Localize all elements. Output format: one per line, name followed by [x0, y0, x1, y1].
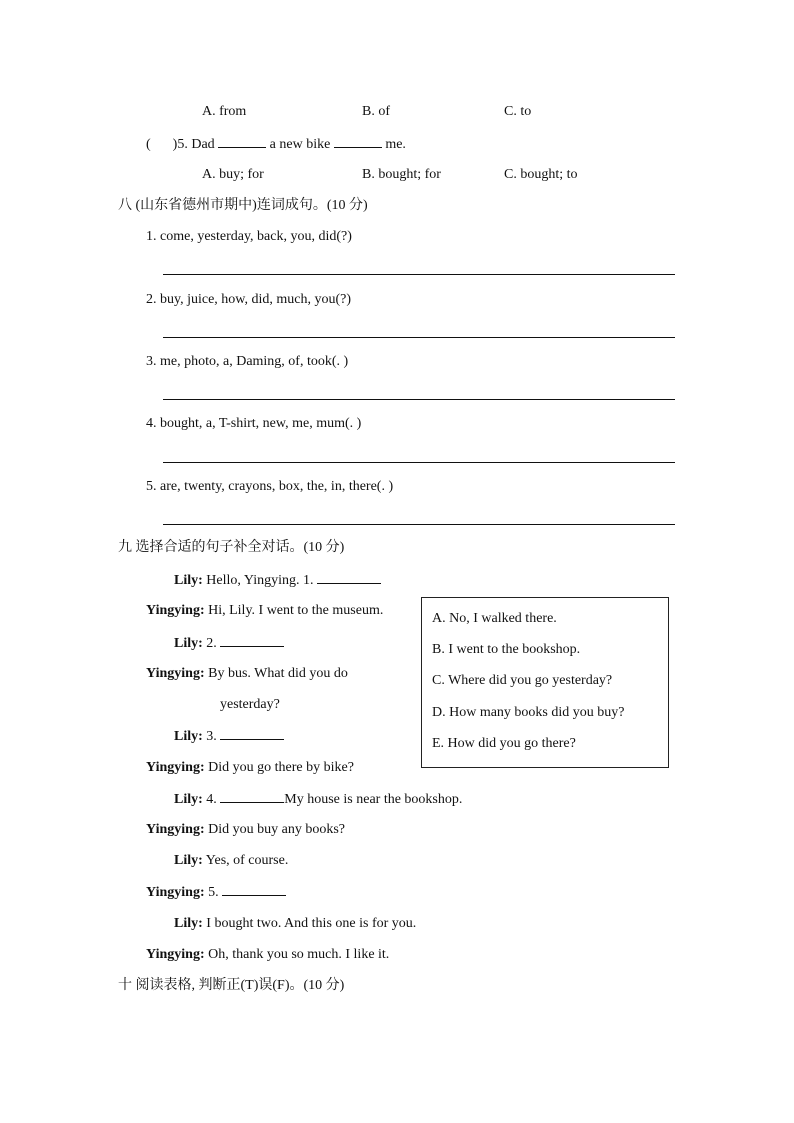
speaker-yingying: Yingying: — [146, 885, 205, 900]
q5-blank-1[interactable] — [218, 135, 266, 148]
options-box — [421, 597, 669, 768]
dialog-line-10 — [146, 883, 286, 902]
dialog-blank-4[interactable] — [220, 790, 284, 803]
dialog-line-4 — [146, 665, 348, 683]
dialog-text: 5. — [208, 885, 223, 900]
q5-text-1: Dad — [191, 137, 215, 152]
section8-item-4: 4. bought, a, T-shirt, new, me, mum(. ) — [146, 416, 362, 431]
q4-option-c: C. to — [504, 104, 532, 119]
q5-stem — [146, 135, 406, 154]
dialog-text: By bus. What did you do — [208, 666, 348, 681]
dialog-blank-1[interactable] — [317, 571, 381, 584]
speaker-yingying: Yingying: — [146, 666, 205, 681]
q5-option-a: A. buy; for — [202, 167, 264, 182]
option-e: E. How did you go there? — [432, 736, 576, 751]
dialog-text: 2. — [206, 636, 221, 651]
q5-paren-close: ) — [172, 137, 178, 152]
q5-text-3: me. — [385, 137, 406, 152]
dialog-text: I bought two. And this one is for you. — [206, 916, 417, 931]
dialog-line-4-cont: yesterday? — [220, 697, 280, 712]
q5-option-c: C. bought; to — [504, 167, 578, 182]
dialog-line-9 — [174, 852, 288, 870]
speaker-lily: Lily: — [174, 636, 203, 651]
speaker-yingying: Yingying: — [146, 760, 205, 775]
q5-option-b: B. bought; for — [362, 167, 441, 182]
section10-heading: 十 阅读表格, 判断正(T)误(F)。(10 分) — [118, 978, 345, 993]
section8-heading: 八 (山东省德州市期中)连词成句。(10 分) — [118, 198, 368, 213]
answer-line-2[interactable] — [163, 337, 675, 338]
section9-heading: 九 选择合适的句子补全对话。(10 分) — [118, 540, 345, 555]
speaker-yingying: Yingying: — [146, 603, 205, 618]
dialog-line-8 — [146, 821, 345, 839]
answer-line-3[interactable] — [163, 399, 675, 400]
option-d: D. How many books did you buy? — [432, 705, 625, 720]
section8-item-1: 1. come, yesterday, back, you, did(?) — [146, 229, 352, 244]
option-a: A. No, I walked there. — [432, 611, 557, 626]
option-b: B. I went to the bookshop. — [432, 642, 581, 657]
dialog-line-3 — [174, 634, 284, 653]
section8-item-5: 5. are, twenty, crayons, box, the, in, there(. ) — [146, 479, 394, 494]
speaker-lily: Lily: — [174, 573, 203, 588]
dialog-text: Did you buy any books? — [208, 822, 345, 837]
speaker-lily: Lily: — [174, 853, 203, 868]
answer-line-4[interactable] — [163, 462, 675, 463]
speaker-lily: Lily: — [174, 792, 203, 807]
dialog-text: 4. — [206, 792, 221, 807]
q5-paren-open: ( — [146, 137, 151, 152]
dialog-text: Did you go there by bike? — [208, 760, 354, 775]
dialog-text: Hello, Yingying. 1. — [206, 573, 317, 588]
dialog-text: Yes, of course. — [205, 853, 289, 868]
q5-text-2: a new bike — [269, 137, 331, 152]
dialog-line-2 — [146, 602, 383, 620]
dialog-blank-5[interactable] — [222, 883, 286, 896]
q4-option-a: A. from — [202, 104, 247, 119]
section8-item-2: 2. buy, juice, how, did, much, you(?) — [146, 292, 352, 307]
dialog-line-11 — [174, 915, 416, 933]
answer-line-5[interactable] — [163, 524, 675, 525]
option-c: C. Where did you go yesterday? — [432, 673, 613, 688]
speaker-lily: Lily: — [174, 916, 203, 931]
dialog-line-5 — [174, 727, 284, 746]
dialog-line-7 — [174, 790, 462, 809]
q5-number: 5. — [177, 137, 192, 152]
dialog-text: 3. — [206, 729, 221, 744]
answer-line-1[interactable] — [163, 274, 675, 275]
dialog-blank-2[interactable] — [220, 634, 284, 647]
dialog-text: Hi, Lily. I went to the museum. — [208, 603, 384, 618]
speaker-yingying: Yingying: — [146, 822, 205, 837]
speaker-lily: Lily: — [174, 729, 203, 744]
dialog-line-12 — [146, 946, 389, 964]
dialog-text: Oh, thank you so much. I like it. — [208, 947, 390, 962]
dialog-blank-3[interactable] — [220, 727, 284, 740]
dialog-line-1 — [174, 571, 381, 590]
dialog-text-tail: My house is near the bookshop. — [284, 792, 463, 807]
section8-item-3: 3. me, photo, a, Daming, of, took(. ) — [146, 354, 349, 369]
q5-blank-2[interactable] — [334, 135, 382, 148]
speaker-yingying: Yingying: — [146, 947, 205, 962]
q4-option-b: B. of — [362, 104, 390, 119]
dialog-line-6 — [146, 759, 354, 777]
